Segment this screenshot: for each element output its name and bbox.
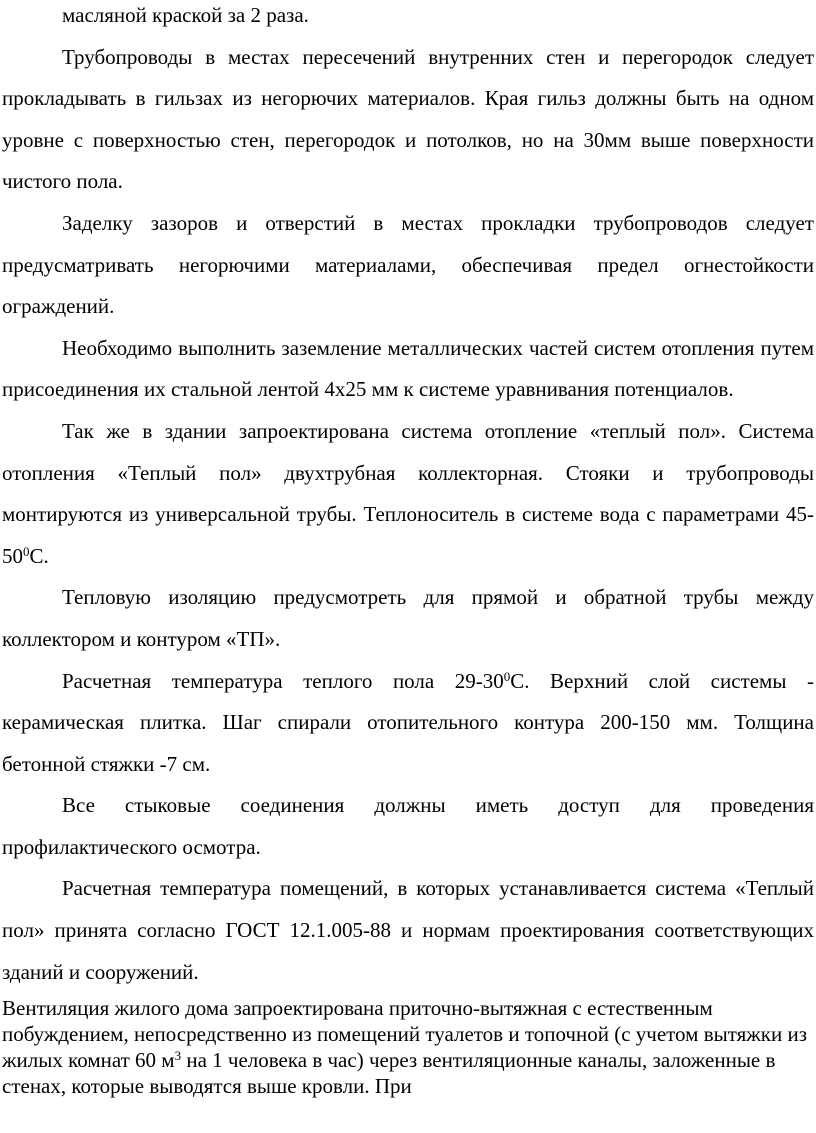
paragraph-gap-sealing: Заделку зазоров и отверстий в местах прокладки трубопроводов следует предусматривать негорючими материалами, обеспечивая предел огнестойкости ограждений. [2,210,814,319]
degree-superscript: 0 [23,543,30,559]
paragraph-warm-floor-system [0,411,816,577]
paragraph-continuation: масляной краской за 2 раза. [62,3,309,27]
cubic-superscript: 3 [174,1048,182,1064]
floor-temp-text-before: Расчетная температура теплого пола 29-30 [62,668,504,693]
paragraph-ventilation [0,995,816,1099]
ventilation-text-after: на 1 человека в час) через вентиляционные каналы, заложенные в стенах, которые выводятся выше кровли. При [2,1048,776,1099]
degree-superscript: 0 [503,668,511,684]
paragraph-room-temperature: Расчетная температура помещений, в которых устанавливается система «Теплый пол» принята согласно ГОСТ 12.1.005-88 и нормам проектирования соответствующих зданий и сооружений. [2,876,814,984]
warm-floor-text-after: С. [29,543,49,568]
paragraph-joint-access: Все стыковые соединения должны иметь доступ для проведения профилактического осмотра. [2,793,814,859]
ventilation-text-before: Вентиляция жилого дома запроектирована приточно-вытяжная с естественным побуждением, непосредственно из помещений туалетов и топочной (с учетом вытяжки из жилых комнат 60 м [2,996,808,1073]
paragraph-thermal-insulation: Тепловую изоляцию предусмотреть для прямой и обратной трубы между коллектором и контуром «ТП». [2,585,814,651]
paragraph-floor-temperature [0,661,816,786]
warm-floor-text-before: Так же в здании запроектирована система отопление «теплый пол». Система отопления «Теплый пол» двухтрубная коллекторная. Стояки и трубопроводы монтируются из универсальной трубы. Теплоноситель в системе вода с параметрами 45-50 [2,418,814,568]
floor-temp-text-after: С. Верхний слой системы - керамическая плитка. Шаг спирали отопительного контура 200-150 мм. Толщина бетонной стяжки -7 см. [2,668,814,776]
paragraph-pipe-sleeves: Трубопроводы в местах пересечений внутренних стен и перегородок следует прокладывать в гильзах из негорючих материалов. Края гильз должны быть на одном уровне с поверхностью стен, перегородок и потолков, но на 30мм выше поверхности чистого пола. [2,44,814,194]
paragraph-grounding: Необходимо выполнить заземление металлических частей систем отопления путем присоединения их стальной лентой 4х25 мм к системе уравнивания потенциалов. [2,335,814,402]
